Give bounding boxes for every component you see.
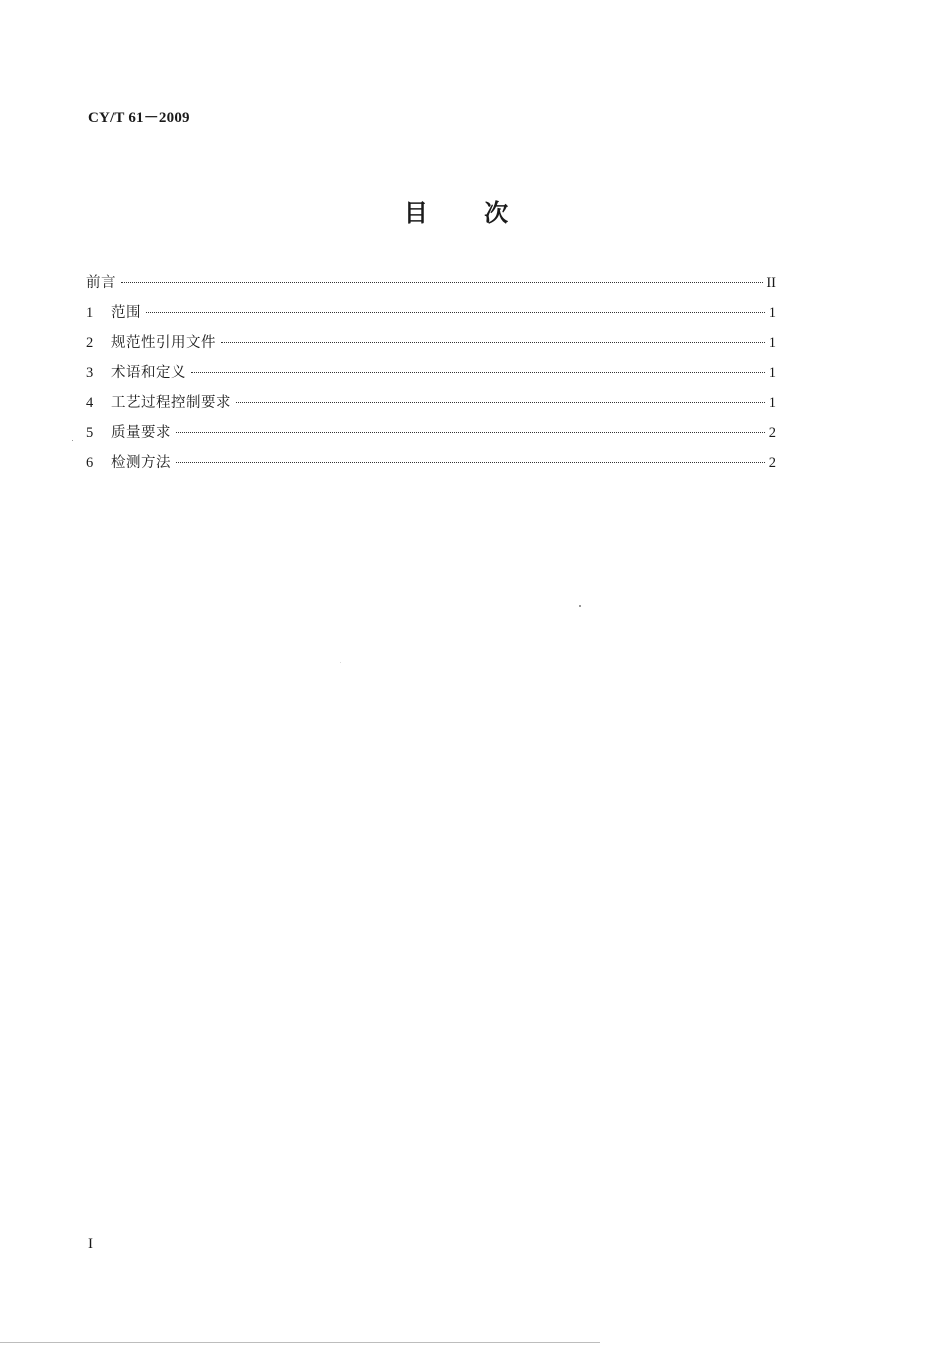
toc-entry-page: II xyxy=(766,275,776,291)
toc-entry-number: 3 xyxy=(86,365,94,381)
toc-entry-label: 质量要求 xyxy=(111,425,171,441)
table-of-contents xyxy=(86,272,776,482)
toc-entry-label: 前言 xyxy=(86,275,116,291)
toc-entry-page: 1 xyxy=(768,305,776,321)
toc-entry-label: 规范性引用文件 xyxy=(111,335,216,351)
toc-entry-label: 工艺过程控制要求 xyxy=(111,395,231,411)
toc-entry-label: 检测方法 xyxy=(111,455,171,471)
dot-leader xyxy=(236,402,765,403)
toc-entry-page: 1 xyxy=(768,335,776,351)
toc-entry-number: 1 xyxy=(86,305,94,321)
page-number: I xyxy=(88,1236,93,1252)
dot-leader xyxy=(221,342,765,343)
toc-entry-number: 5 xyxy=(86,425,94,441)
toc-entry-foreword[interactable] xyxy=(86,272,776,302)
scan-edge-line xyxy=(0,1342,600,1343)
toc-entry-number: 6 xyxy=(86,455,94,471)
scan-speck xyxy=(340,662,341,663)
toc-entry-page: 1 xyxy=(768,395,776,411)
toc-entry-label: 术语和定义 xyxy=(111,365,186,381)
toc-entry-label: 范围 xyxy=(111,305,141,321)
dot-leader xyxy=(176,432,765,433)
toc-entry-page: 1 xyxy=(768,365,776,381)
toc-entry-scope[interactable] xyxy=(86,302,776,332)
toc-entry-page: 2 xyxy=(768,455,776,471)
toc-entry-test-methods[interactable] xyxy=(86,452,776,482)
dot-leader xyxy=(121,282,763,283)
scan-speck xyxy=(579,605,581,607)
toc-title: 目 次 xyxy=(403,199,533,227)
standard-number: CY/T 61－2009 xyxy=(88,110,190,126)
scan-speck xyxy=(72,440,73,441)
toc-entry-number: 2 xyxy=(86,335,94,351)
toc-entry-quality-requirements[interactable] xyxy=(86,422,776,452)
toc-entry-number: 4 xyxy=(86,395,94,411)
toc-entry-page: 2 xyxy=(768,425,776,441)
toc-entry-process-control[interactable] xyxy=(86,392,776,422)
toc-entry-normative-references[interactable] xyxy=(86,332,776,362)
toc-entry-terms-definitions[interactable] xyxy=(86,362,776,392)
dot-leader xyxy=(146,312,765,313)
dot-leader xyxy=(191,372,765,373)
dot-leader xyxy=(176,462,765,463)
